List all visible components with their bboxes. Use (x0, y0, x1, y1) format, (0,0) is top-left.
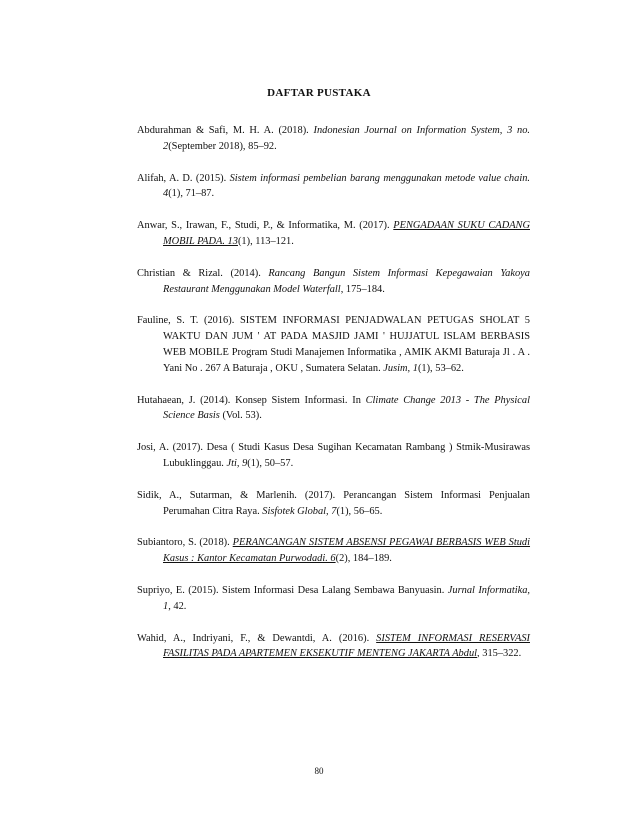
reference-list (137, 123, 530, 678)
reference-entry: Supriyo, E. (2015). Sistem Informasi Desa Lalang Sembawa Banyuasin. Jurnal Informatika, 1, 42. (137, 584, 530, 612)
page-title: DAFTAR PUSTAKA (267, 87, 371, 99)
reference-entry: Subiantoro, S. (2018). PERANCANGAN SISTEM ABSENSI PEGAWAI BERBASIS WEB Studi Kasus : Kantor Kecamatan Purwodadi. 6(2), 184–189. (137, 537, 531, 565)
reference-entry: Hutahaean, J. (2014). Konsep Sistem Informasi. In Climate Change 2013 - The Physical Science Basis (Vol. 53). (137, 394, 530, 422)
reference-entry: Wahid, A., Indriyani, F., & Dewantdi, A. (2016). SISTEM INFORMASI RESERVASI FASILITAS PADA APARTEMEN EKSEKUTIF MENTENG JAKARTA Abdul, 315–322. (137, 632, 530, 660)
page-number: 80 (314, 766, 324, 776)
reference-entry: Christian & Rizal. (2014). Rancang Bangun Sistem Informasi Kepegawaian Yakoya Restaurant Menggunakan Model Waterfall, 175–184. (137, 267, 530, 295)
reference-entry: Abdurahman & Safi, M. H. A. (2018). Indonesian Journal on Information System, 3 no. 2(September 2018), 85–92. (137, 125, 530, 152)
reference-entry: Anwar, S., Irawan, F., Studi, P., & Informatika, M. (2017). PENGADAAN SUKU CADANG MOBIL PADA. 13(1), 113–121. (137, 220, 530, 247)
reference-entry: Josi, A. (2017). Desa ( Studi Kasus Desa Sugihan Kecamatan Rambang ) Stmik-Musirawas Lubuklinggau. Jti, 9(1), 50–57. (137, 442, 530, 469)
reference-entry: Sidik, A., Sutarman, & Marlenih. (2017). Perancangan Sistem Informasi Penjualan Perumahan Citra Raya. Sisfotek Global, 7(1), 56–65. (137, 489, 530, 517)
reference-entry: Alifah, A. D. (2015). Sistem informasi pembelian barang menggunakan metode value chain. 4(1), 71–87. (137, 172, 530, 200)
reference-entry: Fauline, S. T. (2016). SISTEM INFORMASI PENJADWALAN PETUGAS SHOLAT 5 WAKTU DAN JUM ' AT PADA MASJID JAMI ' HUJJATUL ISLAM BERBASIS WEB MOBILE Program Studi Manajemen Informatika , AMIK AKMI Baturaja Jl . A . Yani No . 267 A Baturaja , OKU , Sumatera Selatan. Jusim, 1(1), 53–62. (137, 315, 530, 374)
